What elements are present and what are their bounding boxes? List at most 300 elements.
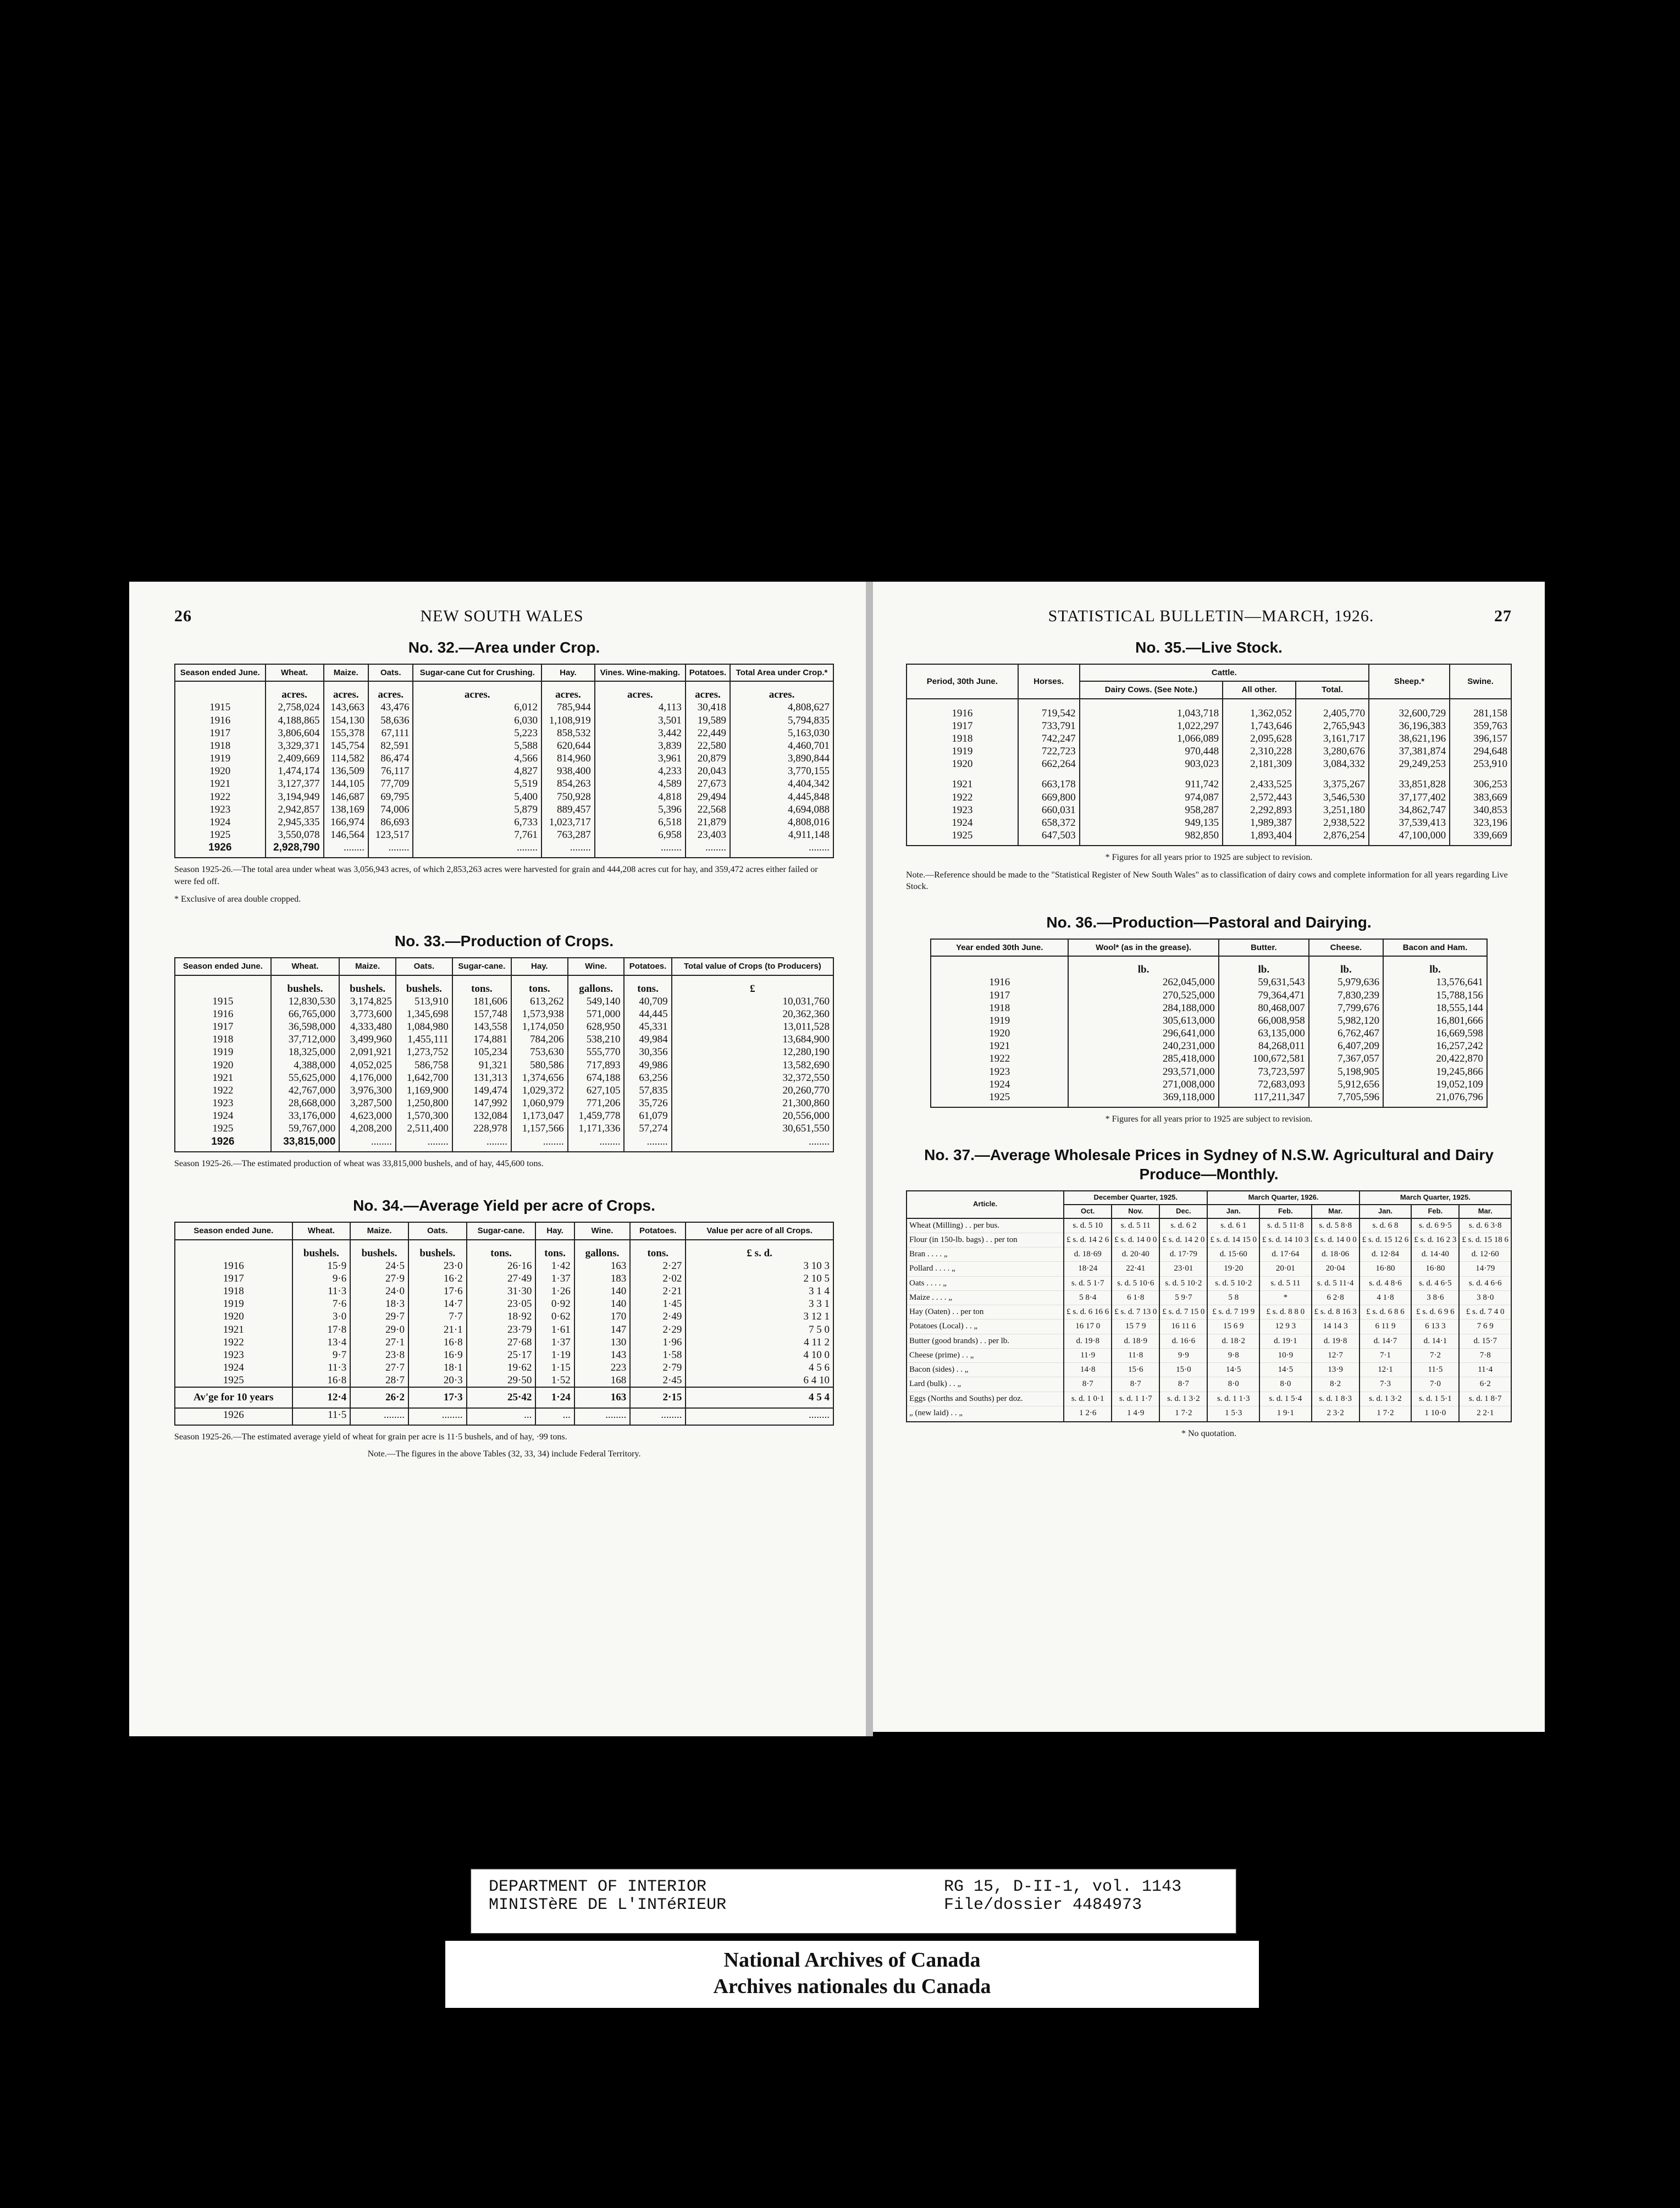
header-row xyxy=(907,664,1511,681)
table-cell: 3,280,676 xyxy=(1296,745,1369,758)
table-cell: ........ xyxy=(413,841,541,858)
table-cell: ........ xyxy=(730,841,833,858)
table-cell: 37,177,402 xyxy=(1369,791,1450,804)
price-cell: 1 9·1 xyxy=(1259,1406,1312,1422)
table-cell: 5,588 xyxy=(413,739,541,752)
table-cell: 1,642,700 xyxy=(396,1072,452,1084)
price-cell: 7·0 xyxy=(1411,1377,1459,1392)
table-cell: 2,292,893 xyxy=(1223,804,1296,816)
column-header: Wine. xyxy=(568,958,625,975)
running-head-title: NEW SOUTH WALES xyxy=(420,607,584,625)
table-cell: 513,910 xyxy=(396,995,452,1008)
table-cell: 1921 xyxy=(175,1323,292,1336)
table-cell: 1·37 xyxy=(535,1336,574,1349)
table-cell: 3·0 xyxy=(292,1310,351,1323)
table-cell: 271,008,000 xyxy=(1068,1078,1219,1091)
table-cell: 4,176,000 xyxy=(339,1072,396,1084)
price-row xyxy=(907,1363,1511,1377)
table-cell: 3,773,600 xyxy=(339,1008,396,1020)
column-header: Hay. xyxy=(511,958,568,975)
table-cell: 14·7 xyxy=(408,1298,467,1310)
table-cell: 814,960 xyxy=(541,752,595,765)
table-cell: ........ xyxy=(408,1408,467,1425)
table-cell: 284,188,000 xyxy=(1068,1002,1219,1014)
table-cell: 1,022,297 xyxy=(1080,720,1223,732)
table-row xyxy=(931,1027,1487,1040)
table-cell: 140 xyxy=(574,1285,630,1298)
table-33-note: Season 1925-26.—The estimated production of wheat was 33,815,000 bushels, and of hay, 445,600 tons. xyxy=(174,1158,544,1168)
table-36-title: No. 36.—Production—Pastoral and Dairying. xyxy=(1046,914,1372,931)
table-cell: 69,795 xyxy=(368,791,413,803)
table-cell: 20,043 xyxy=(686,765,730,777)
table-cell: 1926 xyxy=(175,841,266,858)
price-cell: s. d. 5 10·2 xyxy=(1159,1276,1207,1290)
table-cell: 0·92 xyxy=(535,1298,574,1310)
table-cell: 858,532 xyxy=(541,727,595,739)
table-cell: 36,598,000 xyxy=(271,1020,340,1033)
table-cell: 620,644 xyxy=(541,739,595,752)
price-cell: 22·41 xyxy=(1112,1262,1159,1276)
price-cell: 8·2 xyxy=(1312,1377,1360,1392)
price-cell: „ (new laid) . . „ xyxy=(907,1406,1064,1422)
table-row xyxy=(175,1361,833,1374)
table-cell: 911,742 xyxy=(1080,770,1223,791)
table-cell: 21,300,860 xyxy=(672,1097,833,1109)
column-header: Wheat. xyxy=(266,664,324,681)
table-cell: 7,799,676 xyxy=(1309,1002,1383,1014)
table-cell: 3,375,267 xyxy=(1296,770,1369,791)
table-cell: 25·42 xyxy=(467,1387,536,1407)
quarter-header: December Quarter, 1925. xyxy=(1064,1191,1207,1205)
table-cell: 3,890,844 xyxy=(730,752,833,765)
table-cell: 86,474 xyxy=(368,752,413,765)
table-cell: 23·8 xyxy=(350,1349,408,1361)
table-cell: 1917 xyxy=(175,1020,271,1033)
table-cell: 1,043,718 xyxy=(1080,699,1223,720)
table-row xyxy=(175,727,833,739)
table-cell: 854,263 xyxy=(541,777,595,790)
table-cell: 63,135,000 xyxy=(1219,1027,1309,1040)
table-cell: 1925 xyxy=(175,1122,271,1135)
column-header: Total Area under Crop.* xyxy=(730,664,833,681)
table-cell: 77,709 xyxy=(368,777,413,790)
table-cell: 3,084,332 xyxy=(1296,758,1369,770)
table-cell: 100,672,581 xyxy=(1219,1052,1309,1065)
table-row xyxy=(175,1298,833,1310)
unit-cell: acres. xyxy=(541,681,595,701)
table-35-footnote: * Figures for all years prior to 1925 are subject to revision. xyxy=(1105,853,1313,863)
table-cell: ........ xyxy=(541,841,595,858)
price-cell: s. d. 1 5·1 xyxy=(1411,1392,1459,1406)
price-cell: 10·9 xyxy=(1259,1348,1312,1362)
table-cell: 174,881 xyxy=(452,1033,511,1046)
table-cell: 21,076,796 xyxy=(1383,1091,1487,1107)
table-row xyxy=(175,1135,833,1152)
table-cell: 6,407,209 xyxy=(1309,1040,1383,1052)
table-cell: 59,767,000 xyxy=(271,1122,340,1135)
table-cell: 155,378 xyxy=(324,727,368,739)
table-cell: 1·24 xyxy=(535,1387,574,1407)
month-header: Dec. xyxy=(1159,1205,1207,1218)
table-cell: 22,568 xyxy=(686,803,730,816)
dept-en: DEPARTMENT OF INTERIOR xyxy=(489,1878,707,1896)
table-cell: 785,944 xyxy=(541,701,595,714)
table-cell: 27,673 xyxy=(686,777,730,790)
table-cell: 117,211,347 xyxy=(1219,1091,1309,1107)
unit-cell: acres. xyxy=(686,681,730,701)
table-cell: 1925 xyxy=(931,1091,1068,1107)
table-cell: 1·37 xyxy=(535,1272,574,1285)
table-cell: 17·6 xyxy=(408,1285,467,1298)
price-cell: Bran . . . . „ xyxy=(907,1247,1064,1262)
table-cell: 3 1 4 xyxy=(686,1285,833,1298)
table-cell: 1·15 xyxy=(535,1361,574,1374)
unit-cell xyxy=(175,975,271,995)
unit-row xyxy=(175,681,833,701)
price-cell: 9·8 xyxy=(1207,1348,1259,1362)
table-cell: 1923 xyxy=(907,804,1018,816)
price-row xyxy=(907,1262,1511,1276)
table-cell: 2,095,628 xyxy=(1223,732,1296,745)
unit-cell: tons. xyxy=(630,1240,686,1260)
table-cell: 146,564 xyxy=(324,829,368,841)
table-35 xyxy=(906,664,1512,846)
price-cell: Lard (bulk) . . „ xyxy=(907,1377,1064,1392)
table-cell: 4,052,025 xyxy=(339,1059,396,1072)
price-cell: s. d. 5 10 xyxy=(1064,1218,1112,1233)
table-cell: 30,418 xyxy=(686,701,730,714)
table-cell: 1916 xyxy=(175,1260,292,1272)
table-cell: 1920 xyxy=(175,1310,292,1323)
table-cell: 5,912,656 xyxy=(1309,1078,1383,1091)
table-cell: 1921 xyxy=(931,1040,1068,1052)
table-cell: 4,808,627 xyxy=(730,701,833,714)
table-row xyxy=(907,732,1511,745)
table-33 xyxy=(174,957,834,1152)
table-cell: 32,372,550 xyxy=(672,1072,833,1084)
price-cell: s. d. 5 11 xyxy=(1112,1218,1159,1233)
unit-cell: tons. xyxy=(624,975,671,995)
table-cell: 16,669,598 xyxy=(1383,1027,1487,1040)
table-cell: 889,457 xyxy=(541,803,595,816)
table-32-title: No. 32.—Area under Crop. xyxy=(408,639,600,656)
price-cell: 11·5 xyxy=(1411,1363,1459,1377)
price-cell: 23·01 xyxy=(1159,1262,1207,1276)
price-cell: s. d. 1 8·3 xyxy=(1312,1392,1360,1406)
table-cell: 1922 xyxy=(931,1052,1068,1065)
table-cell: ........ xyxy=(324,841,368,858)
table-cell: 717,893 xyxy=(568,1059,625,1072)
price-cell: 15·6 xyxy=(1112,1363,1159,1377)
table-35-section xyxy=(906,638,1512,893)
table-cell: 674,188 xyxy=(568,1072,625,1084)
table-cell: 66,008,958 xyxy=(1219,1014,1309,1027)
price-cell: d. 19·8 xyxy=(1064,1334,1112,1348)
table-cell: 660,031 xyxy=(1018,804,1080,816)
column-header: Cheese. xyxy=(1309,939,1383,956)
table-37-title: No. 37.—Average Wholesale Prices in Sydney of N.S.W. Agricultural and Dairy Produce—Monthly. xyxy=(924,1146,1494,1183)
table-cell: 27·9 xyxy=(350,1272,408,1285)
month-header: Feb. xyxy=(1259,1205,1312,1218)
table-cell: 5,198,905 xyxy=(1309,1066,1383,1078)
table-cell: 29·50 xyxy=(467,1374,536,1387)
table-cell: 4,818 xyxy=(595,791,686,803)
table-cell: 4,808,016 xyxy=(730,816,833,829)
price-cell: Pollard . . . . „ xyxy=(907,1262,1064,1276)
table-cell: 1,455,111 xyxy=(396,1033,452,1046)
table-row xyxy=(907,770,1511,791)
table-row xyxy=(175,1059,833,1072)
table-cell: 2,405,770 xyxy=(1296,699,1369,720)
price-cell: 5 8 xyxy=(1207,1290,1259,1305)
column-header: Wine. xyxy=(574,1222,630,1239)
price-cell: 8·7 xyxy=(1064,1377,1112,1392)
table-cell: 2,945,335 xyxy=(266,816,324,829)
table-cell: 1918 xyxy=(931,1002,1068,1014)
table-cell: 49,986 xyxy=(624,1059,671,1072)
unit-cell: bushels. xyxy=(396,975,452,995)
table-cell: 1,169,900 xyxy=(396,1084,452,1097)
table-cell: 6 4 10 xyxy=(686,1374,833,1387)
table-cell: 114,582 xyxy=(324,752,368,765)
table-cell: 613,262 xyxy=(511,995,568,1008)
table-cell: 3,251,180 xyxy=(1296,804,1369,816)
price-cell: d. 14·40 xyxy=(1411,1247,1459,1262)
price-cell: s. d. 5 11·4 xyxy=(1312,1276,1360,1290)
price-cell: Potatoes (Local) . . „ xyxy=(907,1320,1064,1334)
table-cell: 1926 xyxy=(175,1408,292,1425)
table-cell: 627,105 xyxy=(568,1084,625,1097)
table-cell: 1,743,646 xyxy=(1223,720,1296,732)
price-cell: s. d. 1 3·2 xyxy=(1159,1392,1207,1406)
table-cell: 1923 xyxy=(175,1097,271,1109)
table-cell: 145,754 xyxy=(324,739,368,752)
price-cell: s. d. 1 1·3 xyxy=(1207,1392,1259,1406)
table-cell: 1,474,174 xyxy=(266,765,324,777)
table-cell: 1·45 xyxy=(630,1298,686,1310)
table-cell: 6,762,467 xyxy=(1309,1027,1383,1040)
national-archives-label xyxy=(445,1941,1259,2008)
table-cell: 340,853 xyxy=(1450,804,1511,816)
table-cell: 1919 xyxy=(931,1014,1068,1027)
table-34-note2: Note.—The figures in the above Tables (32, 33, 34) include Federal Territory. xyxy=(367,1449,641,1459)
table-cell: 20,260,770 xyxy=(672,1084,833,1097)
table-cell: 57,835 xyxy=(624,1084,671,1097)
unit-cell xyxy=(931,956,1068,976)
unit-cell: tons. xyxy=(535,1240,574,1260)
table-cell: 1,345,698 xyxy=(396,1008,452,1020)
table-cell: 10,031,760 xyxy=(672,995,833,1008)
column-header: Wool* (as in the grease). xyxy=(1068,939,1219,956)
table-cell: 1,989,387 xyxy=(1223,816,1296,829)
table-cell: 1924 xyxy=(931,1078,1068,1091)
table-cell: 7,705,596 xyxy=(1309,1091,1383,1107)
month-header: Nov. xyxy=(1112,1205,1159,1218)
table-cell: 20,556,000 xyxy=(672,1109,833,1122)
price-cell: s. d. 5 8·8 xyxy=(1312,1218,1360,1233)
table-cell: 1922 xyxy=(907,791,1018,804)
table-cell: 1915 xyxy=(175,701,266,714)
price-cell: 2 2·1 xyxy=(1459,1406,1511,1422)
column-header: Value per acre of all Crops. xyxy=(686,1222,833,1239)
table-cell: 20,422,870 xyxy=(1383,1052,1487,1065)
table-cell: 13·4 xyxy=(292,1336,351,1349)
column-header: Period, 30th June. xyxy=(907,664,1018,699)
table-cell: 82,591 xyxy=(368,739,413,752)
price-cell: £ s. d. 7 19 9 xyxy=(1207,1305,1259,1320)
table-cell: 17·8 xyxy=(292,1323,351,1336)
table-cell: 7·7 xyxy=(408,1310,467,1323)
price-cell: s. d. 5 10·6 xyxy=(1112,1276,1159,1290)
table-cell: 63,256 xyxy=(624,1072,671,1084)
table-cell: 1,173,047 xyxy=(511,1109,568,1122)
table-cell: 43,476 xyxy=(368,701,413,714)
table-cell: 4,233 xyxy=(595,765,686,777)
table-cell: 2,181,309 xyxy=(1223,758,1296,770)
quarter-header: March Quarter, 1926. xyxy=(1207,1191,1359,1205)
table-row xyxy=(931,989,1487,1002)
column-header: Season ended June. xyxy=(175,1222,292,1239)
header-row xyxy=(907,1191,1511,1205)
table-cell: 7 5 0 xyxy=(686,1323,833,1336)
table-cell: 1,374,656 xyxy=(511,1072,568,1084)
price-cell: d. 18·06 xyxy=(1312,1247,1360,1262)
table-cell: 4 11 2 xyxy=(686,1336,833,1349)
column-header: Season ended June. xyxy=(175,664,266,681)
price-cell: 7·8 xyxy=(1459,1348,1511,1362)
table-cell: 982,850 xyxy=(1080,829,1223,846)
price-cell: 12·1 xyxy=(1360,1363,1412,1377)
month-header: Jan. xyxy=(1207,1205,1259,1218)
table-cell: 33,851,828 xyxy=(1369,770,1450,791)
price-cell: 2 3·2 xyxy=(1312,1406,1360,1422)
price-cell: d. 12·84 xyxy=(1360,1247,1412,1262)
unit-cell: lb. xyxy=(1309,956,1383,976)
unit-cell: bushels. xyxy=(350,1240,408,1260)
table-cell: ........ xyxy=(686,841,730,858)
table-row xyxy=(175,1122,833,1135)
table-cell: 2,572,443 xyxy=(1223,791,1296,804)
table-row xyxy=(175,765,833,777)
table-row xyxy=(175,1323,833,1336)
price-cell: s. d. 1 0·1 xyxy=(1064,1392,1112,1406)
table-cell: 1922 xyxy=(175,791,266,803)
table-cell: 2·15 xyxy=(630,1387,686,1407)
table-cell: 3,976,300 xyxy=(339,1084,396,1097)
table-cell: 18·92 xyxy=(467,1310,536,1323)
table-cell: 20·3 xyxy=(408,1374,467,1387)
table-cell: 3,961 xyxy=(595,752,686,765)
table-cell: 34,862,747 xyxy=(1369,804,1450,816)
table-row xyxy=(175,995,833,1008)
table-row xyxy=(175,1336,833,1349)
price-cell: 15 7 9 xyxy=(1112,1320,1159,1334)
table-cell: 163 xyxy=(574,1387,630,1407)
price-cell: s. d. 6 9·5 xyxy=(1411,1218,1459,1233)
table-cell: 105,234 xyxy=(452,1046,511,1058)
table-cell: 16·2 xyxy=(408,1272,467,1285)
table-cell: 662,264 xyxy=(1018,758,1080,770)
table-cell: 168 xyxy=(574,1374,630,1387)
table-cell: ........ xyxy=(568,1135,625,1152)
table-cell: 5,879 xyxy=(413,803,541,816)
table-cell: 938,400 xyxy=(541,765,595,777)
table-cell: 28·7 xyxy=(350,1374,408,1387)
table-cell: 33,176,000 xyxy=(271,1109,340,1122)
price-cell: s. d. 5 1·7 xyxy=(1064,1276,1112,1290)
table-cell: 1,157,566 xyxy=(511,1122,568,1135)
table-cell: 16·9 xyxy=(408,1349,467,1361)
table-cell: 163 xyxy=(574,1260,630,1272)
price-cell: 7 6 9 xyxy=(1459,1320,1511,1334)
table-row xyxy=(175,791,833,803)
price-cell: £ s. d. 14 2 6 xyxy=(1064,1233,1112,1247)
table-34 xyxy=(174,1222,834,1425)
table-cell: 136,509 xyxy=(324,765,368,777)
price-cell: Maize . . . . „ xyxy=(907,1290,1064,1305)
table-row xyxy=(175,841,833,858)
table-cell: 12,280,190 xyxy=(672,1046,833,1058)
price-cell: £ s. d. 15 18 6 xyxy=(1459,1233,1511,1247)
table-cell: 1918 xyxy=(175,739,266,752)
table-cell: 1·61 xyxy=(535,1323,574,1336)
table-cell: 1,023,717 xyxy=(541,816,595,829)
table-cell: 6,030 xyxy=(413,714,541,727)
table-32-section xyxy=(174,638,834,905)
price-cell: 6·2 xyxy=(1459,1377,1511,1392)
table-cell: 2·79 xyxy=(630,1361,686,1374)
price-cell: s. d. 1 8·7 xyxy=(1459,1392,1511,1406)
table-row xyxy=(907,745,1511,758)
table-cell: 1918 xyxy=(907,732,1018,745)
price-cell: 14·5 xyxy=(1207,1363,1259,1377)
table-cell: 132,084 xyxy=(452,1109,511,1122)
month-header: Feb. xyxy=(1411,1205,1459,1218)
table-cell: 61,079 xyxy=(624,1109,671,1122)
price-row xyxy=(907,1233,1511,1247)
ref-volume: RG 15, D-II-1, vol. 1143 xyxy=(944,1878,1182,1896)
table-cell: 1,570,300 xyxy=(396,1109,452,1122)
table-cell: 1,108,919 xyxy=(541,714,595,727)
table-cell: 3,161,717 xyxy=(1296,732,1369,745)
table-cell: 23·79 xyxy=(467,1323,536,1336)
price-cell: * xyxy=(1259,1290,1312,1305)
table-cell: 1915 xyxy=(175,995,271,1008)
table-37-section xyxy=(906,1145,1512,1440)
table-cell: 580,586 xyxy=(511,1059,568,1072)
column-header: Wheat. xyxy=(271,958,340,975)
table-cell: 6,733 xyxy=(413,816,541,829)
table-cell: 24·5 xyxy=(350,1260,408,1272)
table-cell: 1919 xyxy=(907,745,1018,758)
table-cell: 1,250,800 xyxy=(396,1097,452,1109)
table-cell: 4,911,148 xyxy=(730,829,833,841)
table-cell: 76,117 xyxy=(368,765,413,777)
table-cell: 1,084,980 xyxy=(396,1020,452,1033)
table-row xyxy=(907,816,1511,829)
column-header: Dairy Cows. (See Note.) xyxy=(1080,681,1223,698)
table-cell: 17·3 xyxy=(408,1387,467,1407)
table-cell: ... xyxy=(535,1408,574,1425)
table-cell: 763,287 xyxy=(541,829,595,841)
table-cell: 25·17 xyxy=(467,1349,536,1361)
right-page xyxy=(873,582,1545,1732)
table-row xyxy=(931,1091,1487,1107)
table-cell: 27·68 xyxy=(467,1336,536,1349)
table-cell: 123,517 xyxy=(368,829,413,841)
table-cell: 80,468,007 xyxy=(1219,1002,1309,1014)
table-cell: 30,356 xyxy=(624,1046,671,1058)
